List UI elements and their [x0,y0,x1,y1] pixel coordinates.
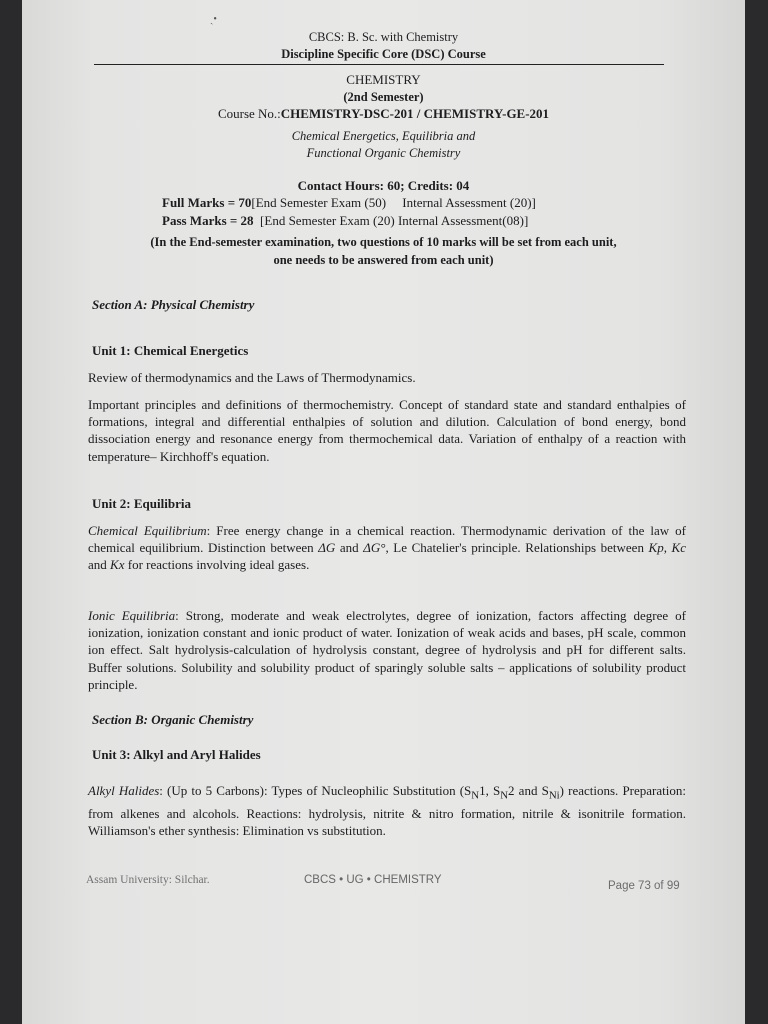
text-run: 1, S [479,783,501,798]
section-a-heading: Section A: Physical Chemistry [92,297,255,312]
unit-1-paragraph-1: Review of thermodynamics and the Laws of Thermodynamics. [88,370,416,385]
pass-marks-label: Pass Marks = 28 [162,213,254,228]
delta-g-standard-symbol: ΔG° [363,540,386,556]
unit-2-paragraph-1 [88,522,686,574]
text-run: : Strong, moderate and weak electrolytes, degree of ionization, factors affecting degree of ionization, ionization constant and ionic product of water. Ionization of weak acids and bases, pH scale, common ion effect. Salt hydrolysis-calculation of hydrolysis constant, degree of hydrolysis and pH for different salts. Buffer solutions. Solubility and solubility product of sparingly soluble salts – applications of solubility product principle. [88,608,686,692]
document-page [22,0,745,1024]
subscript-n: N [471,789,480,802]
header-line-2: Discipline Specific Core (DSC) Course [281,47,486,61]
pen-mark: ˏ• [210,14,217,25]
kp-symbol: Kp [648,540,664,556]
footer-page-number: Page 73 of 99 [608,880,680,892]
subscript-ni: Ni [548,789,560,802]
course-subtitle-line-2: Functional Organic Chemistry [306,146,461,160]
pass-marks-detail: [End Semester Exam (20) Internal Assessment(08)] [253,213,529,228]
subject-title: CHEMISTRY [346,72,421,87]
text-run: and [88,557,111,573]
course-subtitle-line-1: Chemical Energetics, Equilibria and [291,129,476,143]
header-rule [94,64,664,65]
unit-3-paragraph-1 [88,782,686,839]
course-number-value: CHEMISTRY-DSC-201 / CHEMISTRY-GE-201 [280,106,550,121]
semester-label: (2nd Semester) [343,90,424,104]
full-marks [162,195,536,211]
ionic-equilibria-term: Ionic Equilibria [88,608,176,623]
section-b-heading: Section B: Organic Chemistry [92,712,254,727]
kx-symbol: Kx [110,557,125,573]
unit-1-heading: Unit 1: Chemical Energetics [92,343,249,358]
pass-marks [162,213,528,229]
course-number-label: Course No.: [217,106,281,121]
exam-note-line-1: (In the End-semester examination, two questions of 10 marks will be set from each unit, [150,235,617,249]
text-run: 2 and S [508,783,549,798]
subscript-n: N [500,789,509,802]
text-run: : (Up to 5 Carbons): Types of Nucleophilic Substitution (S [159,783,472,798]
unit-2-heading: Unit 2: Equilibria [92,496,191,511]
exam-note-line-2: one needs to be answered from each unit) [273,253,494,267]
text-run: and [335,540,364,556]
text-run: for reactions involving ideal gases. [124,557,310,573]
alkyl-halides-term: Alkyl Halides [88,783,160,798]
header-line-1: CBCS: B. Sc. with Chemistry [308,30,459,44]
text-run: : Free energy change in a chemical reaction. Thermodynamic derivation of the law of chemical equilibrium. Distinction between [88,523,686,556]
unit-3-heading: Unit 3: Alkyl and Aryl Halides [92,747,261,762]
text-run: , Le Chatelier's principle. Relationships between [385,540,649,556]
unit-1-paragraph-2: Important principles and definitions of thermochemistry. Concept of standard state and standard enthalpies of formations, integral and differential enthalpies of solution and dilution. Calculation of bond energy, bond dissociation energy and resonance energy from thermochemical data. Variation of enthalpy of a reaction with temperature– Kirchhoff's equation. [88,397,686,464]
full-marks-label: Full Marks = 70 [162,195,252,210]
contact-hours: Contact Hours: 60; Credits: 04 [297,178,470,193]
unit-2-paragraph-2 [88,607,686,693]
course-number [22,106,745,122]
text-run: ) reactions. Preparation: from alkenes and alcohols. Reactions: hydrolysis, nitrite & nitro formation, nitrile & isonitrile formation. Williamson's ether synthesis: Elimination vs substitution. [88,783,686,838]
footer-university: Assam University: Silchar. [86,874,210,886]
chemical-equilibrium-term: Chemical Equilibrium [88,523,207,538]
delta-g-symbol: ΔG [318,540,336,556]
kc-symbol: Kc [671,540,686,556]
text-run: , [663,540,672,556]
footer-program: CBCS • UG • CHEMISTRY [304,874,442,886]
full-marks-detail: [End Semester Exam (50) Internal Assessment (20)] [251,195,536,210]
